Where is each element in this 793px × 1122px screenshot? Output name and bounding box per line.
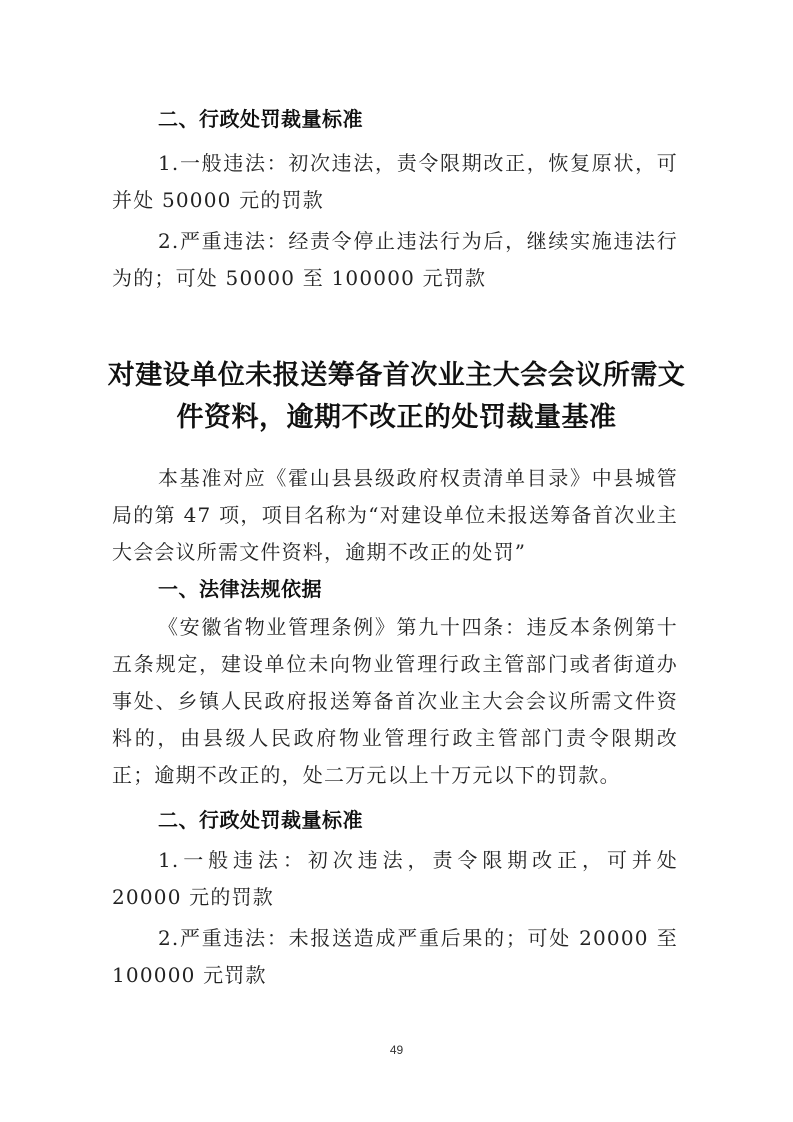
section-a-item-1: 1.一般违法：初次违法，责令限期改正，恢复原状，可并处 50000 元的罚款	[112, 151, 678, 212]
section-2-heading: 二、行政处罚裁量标准	[158, 808, 363, 832]
section-1-heading: 一、法律法规依据	[158, 577, 322, 601]
main-body	[112, 460, 678, 994]
document-title: 对建设单位未报送筹备首次业主大会会议所需文件资料，逾期不改正的处罚裁量基准	[107, 360, 686, 433]
section-a-item-2: 2.严重违法：经责令停止违法行为后，继续实施违法行为的；可处 50000 至 100000 元罚款	[112, 229, 678, 290]
section-2-item-2: 2.严重违法：未报送造成严重后果的；可处 20000 至 100000 元罚款	[112, 926, 678, 987]
section-1-text: 《安徽省物业管理条例》第九十四条：违反本条例第十五条规定，建设单位未向物业管理行政主管部门或者街道办事处、乡镇人民政府报送筹备首次业主大会会议所需文件资料的，由县级人民政府物业管理行政主管部门责令限期改正；逾期不改正的，处二万元以上十万元以下的罚款。	[112, 615, 678, 787]
intro-paragraph: 本基准对应《霍山县县级政府权责清单目录》中县城管局的第 47 项，项目名称为“对建设单位未报送筹备首次业主大会会议所需文件资料，逾期不改正的处罚”	[112, 466, 678, 564]
page-number: 49	[389, 1043, 404, 1057]
section-a	[112, 105, 678, 297]
section-a-heading: 二、行政处罚裁量标准	[158, 107, 363, 131]
section-2-item-1: 1.一般违法：初次违法，责令限期改正，可并处 20000 元的罚款	[112, 848, 678, 909]
